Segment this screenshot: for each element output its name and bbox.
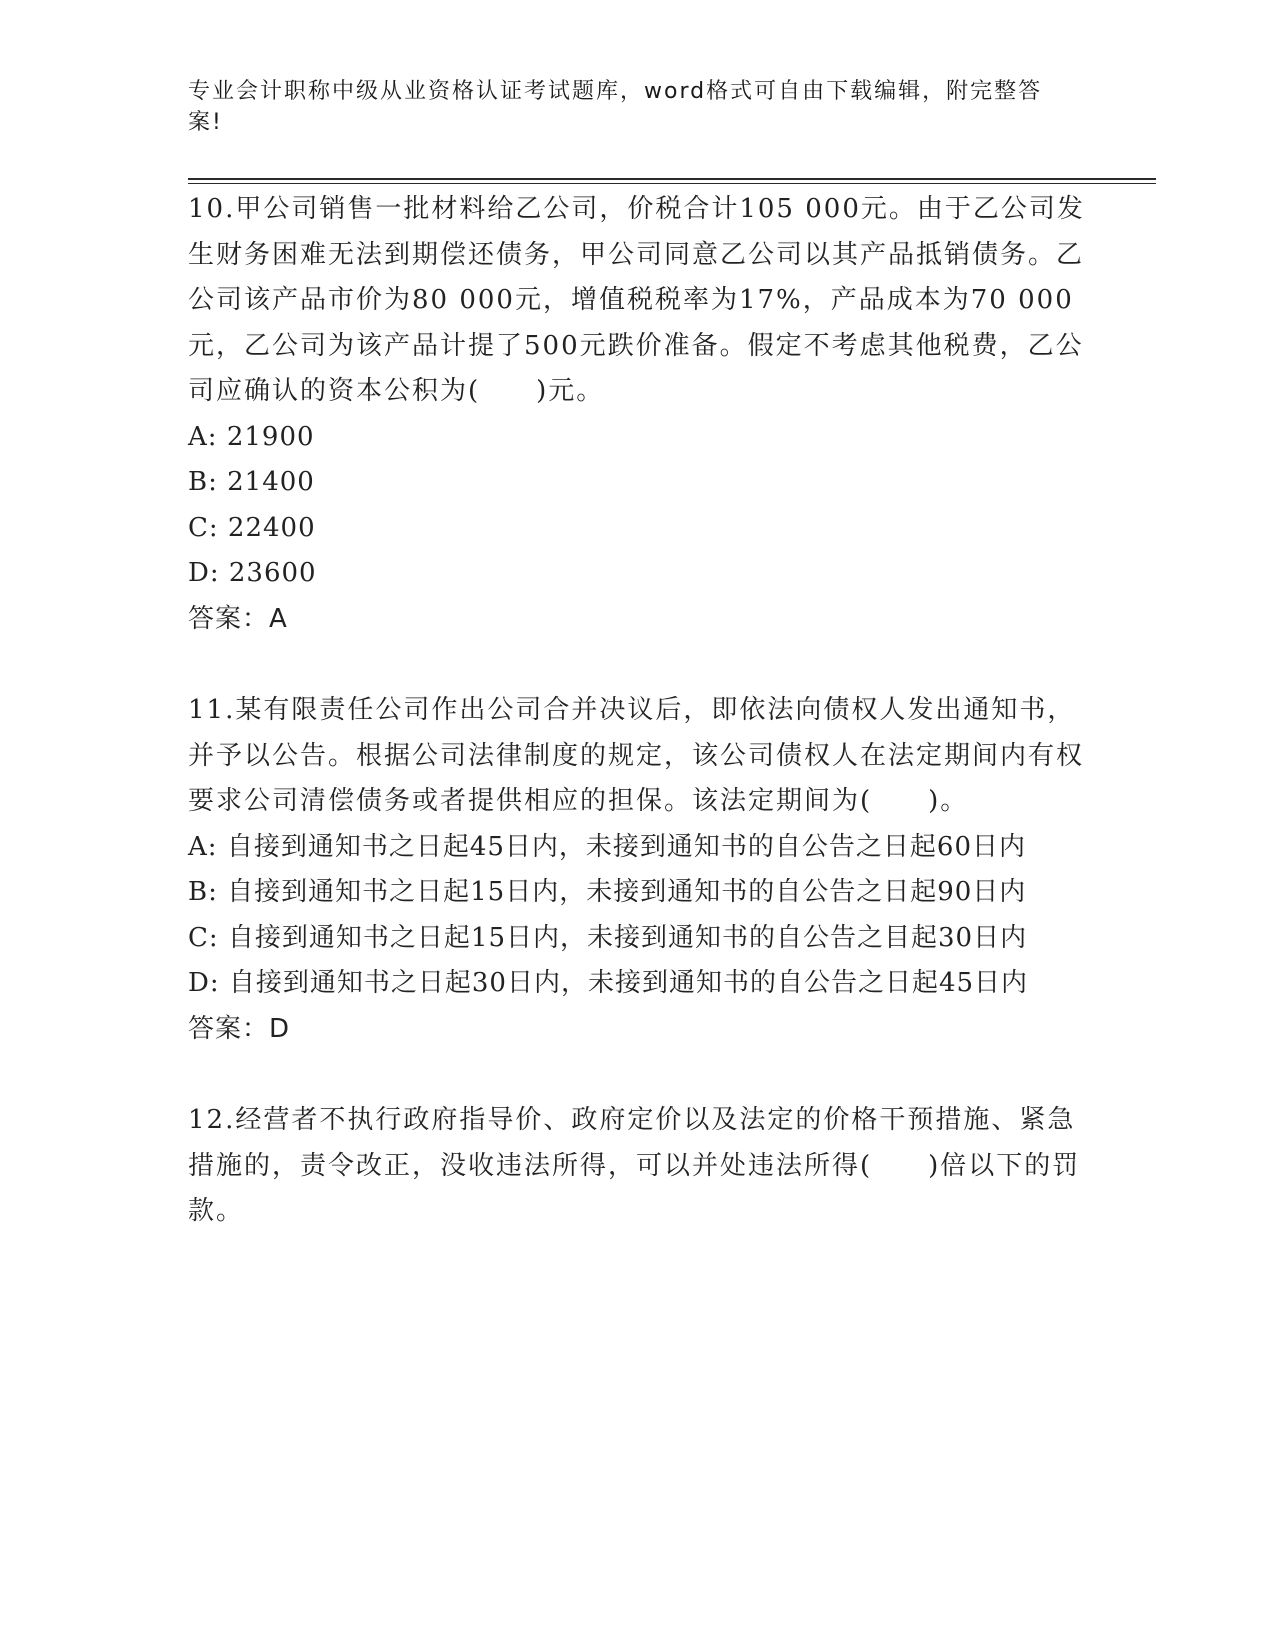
option-label: B: [188, 467, 218, 497]
question-text: 11.某有限责任公司作出公司合并决议后，即依法向债权人发出通知书，并予以公告。根据公司法律制度的规定，该公司债权人在法定期间内有权要求公司清偿债务或者提供相应的担保。该法定期间为( )。 [188, 695, 1085, 816]
option-label: D: [188, 558, 220, 588]
option-c [188, 506, 1088, 552]
page-header: 专业会计职称中级从业资格认证考试题库，word格式可自由下载编辑，附完整答案! [188, 79, 1043, 135]
option-text: 21900 [226, 421, 315, 452]
option-a [188, 825, 1088, 871]
option-b [188, 870, 1088, 916]
answer-line: 答案：A [188, 603, 288, 634]
option-c [188, 916, 1088, 962]
option-text: 自接到通知书之日起15日内，未接到通知书的自公告之目起30日内 [227, 922, 1028, 953]
option-label: B: [188, 877, 218, 907]
option-b [188, 460, 1088, 506]
option-text: 自接到通知书之日起15日内，未接到通知书的自公告之日起90日内 [227, 877, 1027, 907]
question-11 [188, 688, 1088, 1052]
option-label: C: [188, 512, 219, 543]
option-label: D: [188, 968, 220, 998]
option-label: A: [188, 831, 218, 862]
answer-line: 答案：D [188, 1013, 291, 1044]
question-list [188, 187, 1088, 1235]
spacer [188, 1052, 1088, 1098]
option-text: 21400 [227, 467, 315, 497]
question-12 [188, 1098, 1088, 1235]
option-d [188, 961, 1088, 1007]
header-rule-thin [188, 183, 1156, 184]
option-label: A: [188, 421, 218, 452]
question-10 [188, 187, 1088, 642]
question-text: 10.甲公司销售一批材料给乙公司，价税合计105 000元。由于乙公司发生财务困难无法到期偿还债务，甲公司同意乙公司以其产品抵销债务。乙公司该产品市价为80 000元，增值税税率为17%，产品成本为70 000元，乙公司为该产品计提了500元跌价准备。假定不考虑其他税费，乙公司应确认的资本公积为( )元。 [188, 194, 1085, 406]
spacer [188, 642, 1088, 688]
option-a [188, 415, 1088, 461]
header-rule-thick [188, 178, 1156, 180]
option-text: 23600 [228, 558, 317, 588]
option-label: C: [188, 922, 219, 953]
question-text: 12.经营者不执行政府指导价、政府定价以及法定的价格干预措施、紧急措施的，责令改正，没收违法所得，可以并处违法所得( )倍以下的罚款。 [188, 1105, 1081, 1226]
option-d [188, 551, 1088, 597]
option-text: 自接到通知书之日起45日内，未接到通知书的自公告之日起60日内 [226, 831, 1026, 862]
option-text: 自接到通知书之日起30日内，未接到通知书的自公告之日起45日内 [228, 968, 1029, 998]
option-text: 22400 [227, 512, 316, 543]
